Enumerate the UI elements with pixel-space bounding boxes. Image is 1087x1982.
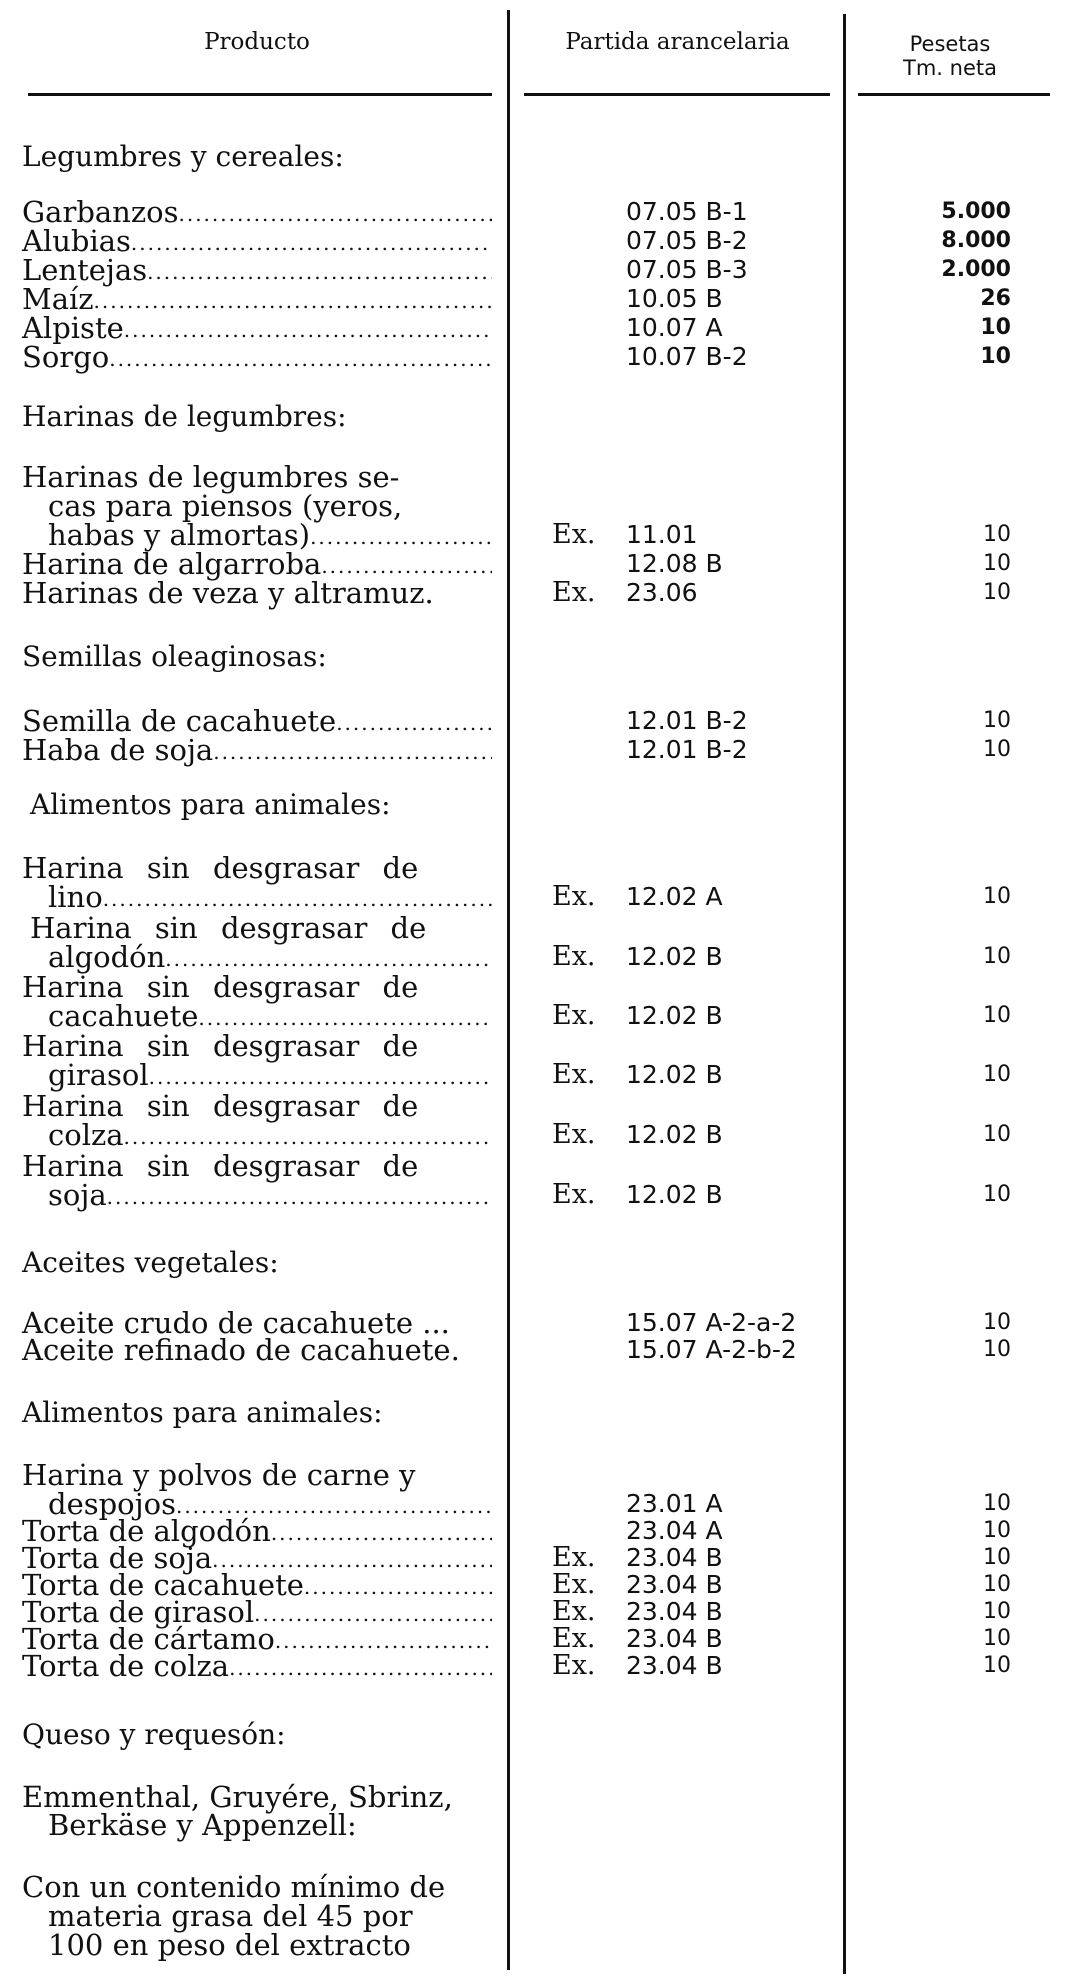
cheese-note-line: Berkäse y Appenzell: [48, 1808, 357, 1842]
tariff-code: 23.04 B [626, 1597, 723, 1626]
tariff-code: 10.05 B [626, 284, 723, 313]
section-title: Queso y requesón: [22, 1718, 286, 1751]
ex-marker: Ex. [552, 1623, 596, 1654]
tariff-code: 11.01 [626, 520, 698, 549]
tariff-code: 23.01 A [626, 1489, 723, 1518]
tariff-code: 23.04 B [626, 1543, 723, 1572]
pesetas-value: 5.000 [941, 199, 1011, 224]
product-line: Harinas de legumbres se- [22, 460, 400, 494]
product-line: Harina sin desgrasar de [22, 970, 419, 1004]
table-row [0, 520, 1087, 550]
ex-marker: Ex. [552, 1000, 596, 1031]
table-row [0, 1180, 1087, 1210]
table-row [0, 942, 1087, 972]
product-cell: Torta de cártamo ..... [22, 1624, 492, 1658]
tariff-code: 12.02 B [626, 1120, 723, 1149]
pesetas-value: 10 [983, 1653, 1011, 1678]
tariff-code: 07.05 B-3 [626, 255, 748, 284]
table-row [0, 882, 1087, 912]
table-row [0, 1060, 1087, 1090]
tariff-code: 12.01 B-2 [626, 735, 748, 764]
table-row [0, 284, 1087, 314]
pesetas-value: 10 [983, 551, 1011, 576]
pesetas-value: 10 [983, 737, 1011, 762]
table-row [0, 549, 1087, 579]
pesetas-value: 10 [983, 580, 1011, 605]
tariff-code: 10.07 A [626, 313, 723, 342]
product-cell: colza ..... [48, 1120, 492, 1154]
product-cell: despojos ..... [48, 1489, 492, 1523]
cheese-condition-line: materia grasa del 45 por [48, 1899, 413, 1933]
product-line: Harina sin desgrasar de [22, 851, 419, 885]
product-cell: algodón ..... [48, 942, 492, 976]
table-row [0, 197, 1087, 227]
tariff-code: 10.07 B-2 [626, 342, 748, 371]
pesetas-value: 10 [983, 522, 1011, 547]
ex-marker: Ex. [552, 1542, 596, 1573]
product-cell: Torta de girasol ..... [22, 1597, 492, 1631]
pesetas-value: 10 [983, 1572, 1011, 1597]
product-cell: Haba de soja ..... [22, 735, 492, 769]
product-line: Harina sin desgrasar de [22, 1089, 419, 1123]
table-row [0, 735, 1087, 765]
tariff-code: 23.04 B [626, 1624, 723, 1653]
pesetas-value: 10 [983, 1122, 1011, 1147]
pesetas-value: 10 [983, 1062, 1011, 1087]
tariff-code: 07.05 B-1 [626, 197, 748, 226]
table-row [0, 706, 1087, 736]
product-line: Harina sin desgrasar de [22, 1029, 419, 1063]
ex-marker: Ex. [552, 1179, 596, 1210]
tariff-code: 12.02 B [626, 1180, 723, 1209]
product-cell: Lentejas ..... [22, 255, 492, 289]
pesetas-value: 26 [980, 286, 1011, 311]
pesetas-value: 10 [983, 1182, 1011, 1207]
table-row [0, 342, 1087, 372]
product-line: Harina y polvos de carne y [22, 1458, 416, 1492]
tariff-code: 15.07 A-2-a-2 [626, 1308, 797, 1337]
tariff-code: 12.01 B-2 [626, 706, 748, 735]
product-cell: habas y almortas) ..... [48, 520, 492, 554]
product-cell: Semilla de cacahuete ..... [22, 706, 492, 740]
ex-marker: Ex. [552, 1569, 596, 1600]
tariff-code: 15.07 A-2-b-2 [626, 1335, 797, 1364]
product-line: Harina sin desgrasar de [22, 1149, 419, 1183]
ex-marker: Ex. [552, 577, 596, 608]
pesetas-value: 10 [983, 1545, 1011, 1570]
ex-marker: Ex. [552, 941, 596, 972]
section-title: Harinas de legumbres: [22, 400, 347, 433]
product-line: cas para piensos (yeros, [48, 489, 403, 523]
section-title: Legumbres y cereales: [22, 140, 344, 173]
cheese-condition-line: Con un contenido mínimo de [22, 1870, 446, 1904]
ex-marker: Ex. [552, 1596, 596, 1627]
product-cell: Alubias ..... [22, 226, 492, 260]
header-product: Producto [204, 29, 310, 55]
header-rule-3 [858, 93, 1050, 96]
product-cell: Torta de colza ..... [22, 1651, 492, 1685]
header-pesetas-line1: Pesetas [909, 32, 991, 56]
product-cell: girasol ..... [48, 1060, 492, 1094]
table-row [0, 1335, 1087, 1365]
product-cell: soja ..... [48, 1180, 492, 1214]
product-cell: Aceite crudo de cacahuete ... [22, 1306, 450, 1340]
product-cell: Torta de algodón ..... [22, 1516, 492, 1550]
tariff-code: 23.04 A [626, 1516, 723, 1545]
header-pesetas [855, 32, 1045, 80]
cheese-note-line: Emmenthal, Gruyére, Sbrinz, [22, 1780, 453, 1814]
pesetas-value: 10 [983, 1310, 1011, 1335]
header-pesetas-line2: Tm. neta [903, 56, 997, 80]
ex-marker: Ex. [552, 1650, 596, 1681]
tariff-code: 23.04 B [626, 1651, 723, 1680]
product-cell: lino ..... [48, 882, 492, 916]
pesetas-value: 10 [983, 1003, 1011, 1028]
pesetas-value: 10 [983, 1599, 1011, 1624]
pesetas-value: 10 [983, 1626, 1011, 1651]
product-cell: Harina de algarroba ..... [22, 549, 492, 583]
tariff-code: 12.02 A [626, 882, 723, 911]
pesetas-value: 10 [983, 1491, 1011, 1516]
product-cell: Harinas de veza y altramuz. [22, 576, 434, 610]
pesetas-value: 10 [983, 1337, 1011, 1362]
section-title: Alimentos para animales: [30, 788, 391, 821]
product-cell: Torta de cacahuete ..... [22, 1570, 492, 1604]
section-title: Aceites vegetales: [22, 1246, 279, 1279]
product-cell: cacahuete ..... [48, 1001, 492, 1035]
section-title: Alimentos para animales: [22, 1396, 383, 1429]
product-line: Harina sin desgrasar de [30, 911, 427, 945]
cheese-condition-line: 100 en peso del extracto [48, 1928, 411, 1962]
pesetas-value: 2.000 [941, 257, 1011, 282]
table-row [0, 1651, 1087, 1681]
product-cell: Torta de soja ..... [22, 1543, 492, 1577]
tariff-code: 23.06 [626, 578, 698, 607]
pesetas-value: 8.000 [941, 228, 1011, 253]
tariff-code: 12.02 B [626, 1001, 723, 1030]
header-rule-2 [524, 93, 830, 96]
product-cell: Garbanzos ..... [22, 197, 492, 231]
section-title: Semillas oleaginosas: [22, 640, 327, 673]
pesetas-value: 10 [983, 1518, 1011, 1543]
ex-marker: Ex. [552, 519, 596, 550]
tariff-code: 12.08 B [626, 549, 723, 578]
pesetas-value: 10 [980, 344, 1011, 369]
table-row [0, 1120, 1087, 1150]
product-cell: Sorgo ..... [22, 342, 492, 376]
product-cell: Aceite refinado de cacahuete. [22, 1333, 460, 1367]
pesetas-value: 10 [983, 944, 1011, 969]
product-cell: Maíz ..... [22, 284, 492, 318]
table-row [0, 313, 1087, 343]
tariff-code: 12.02 B [626, 942, 723, 971]
pesetas-value: 10 [980, 315, 1011, 340]
table-row [0, 255, 1087, 285]
product-cell: Alpiste ..... [22, 313, 492, 347]
ex-marker: Ex. [552, 1119, 596, 1150]
table-row [0, 1001, 1087, 1031]
table-row [0, 226, 1087, 256]
pesetas-value: 10 [983, 884, 1011, 909]
ex-marker: Ex. [552, 881, 596, 912]
tariff-code: 07.05 B-2 [626, 226, 748, 255]
pesetas-value: 10 [983, 708, 1011, 733]
header-tariff: Partida arancelaria [565, 29, 790, 55]
ex-marker: Ex. [552, 1059, 596, 1090]
tariff-code: 23.04 B [626, 1570, 723, 1599]
header-rule-1 [28, 93, 492, 96]
tariff-code: 12.02 B [626, 1060, 723, 1089]
table-row [0, 578, 1087, 608]
